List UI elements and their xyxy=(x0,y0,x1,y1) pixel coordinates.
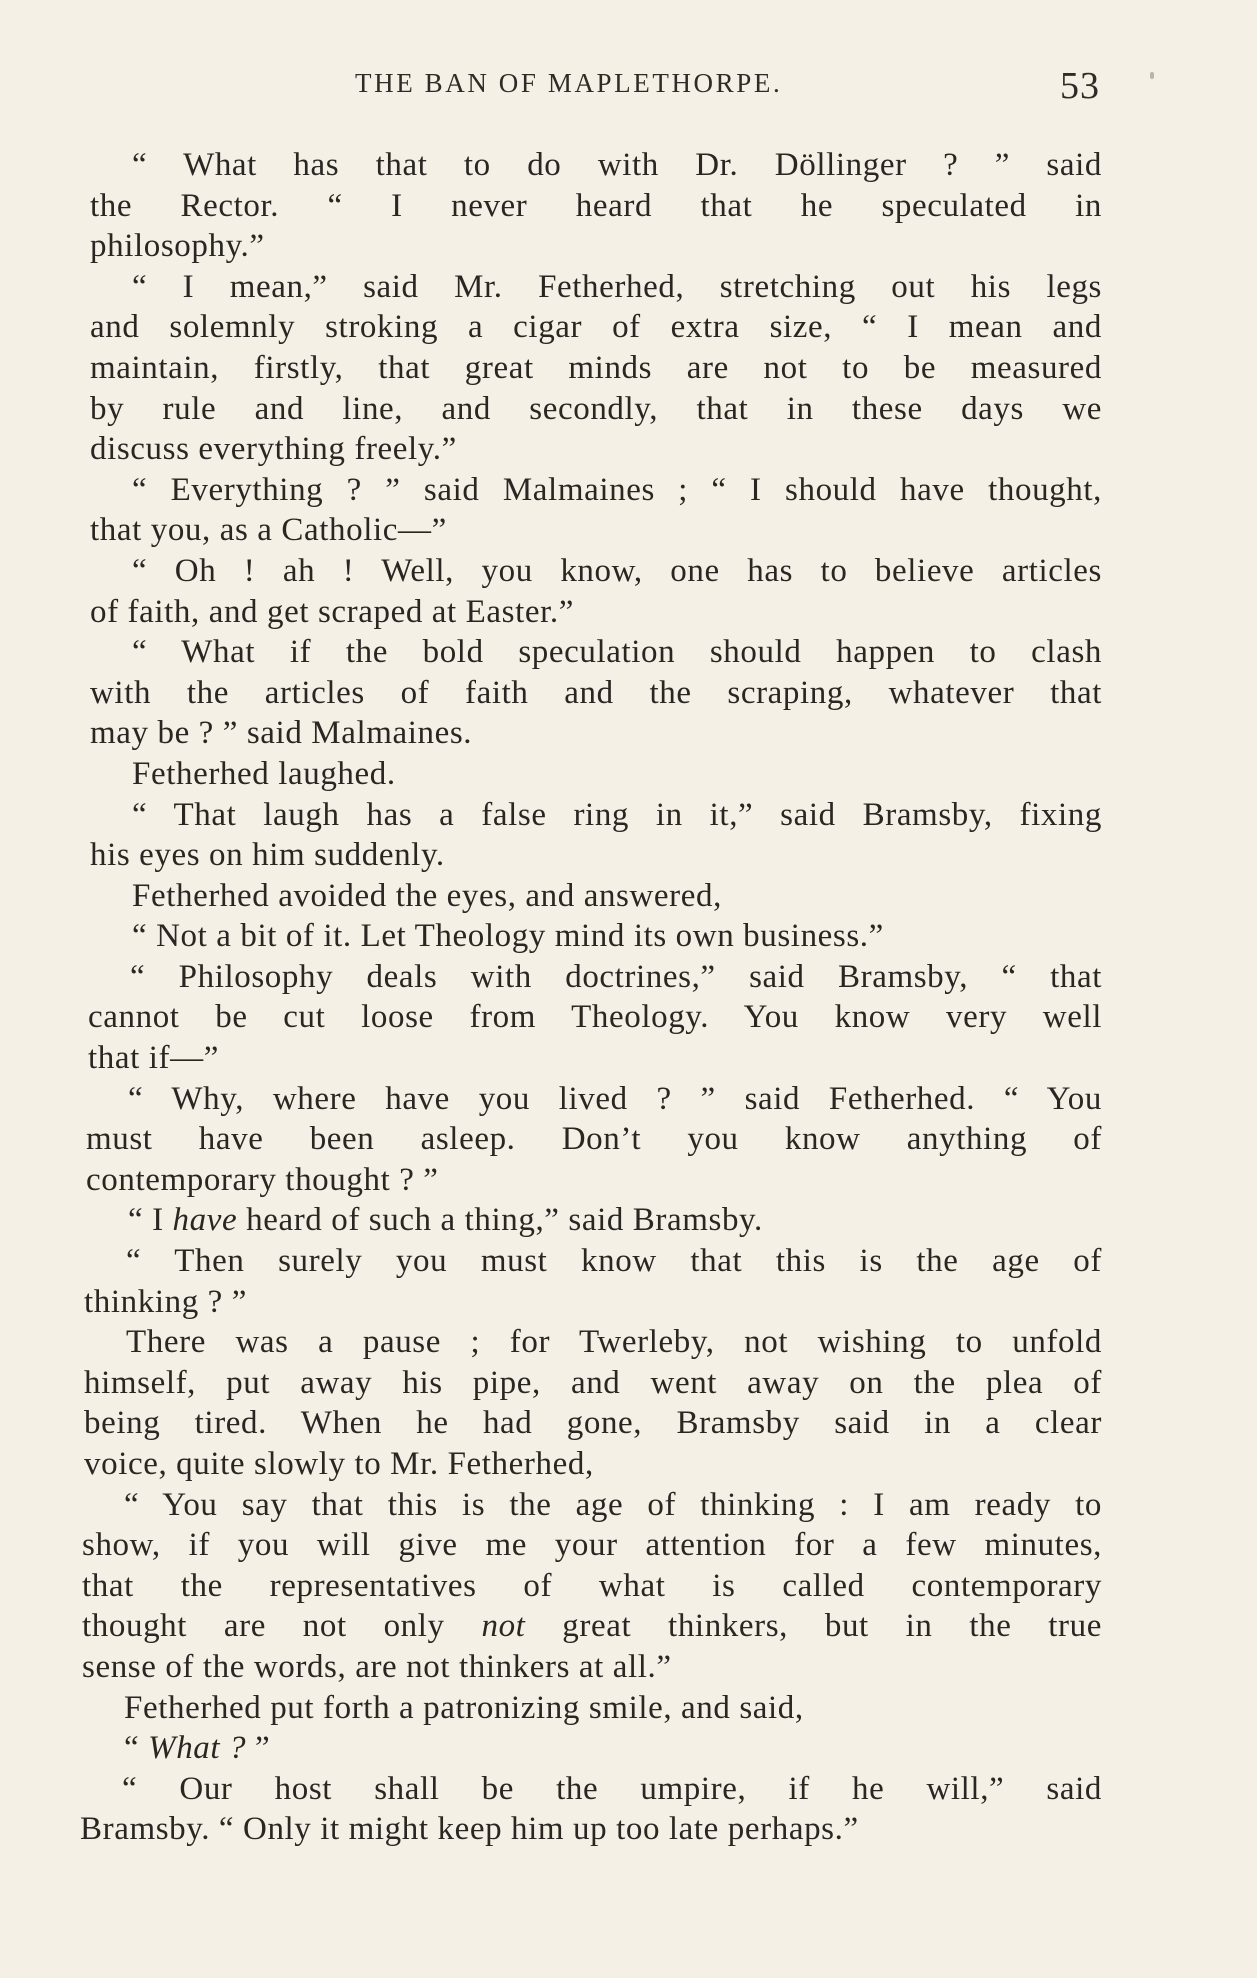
text-line: “ That laugh has a false ring in it,” said Bramsby, fixing xyxy=(132,796,1102,833)
text-line: “ What if the bold speculation should happen to clash xyxy=(132,634,1102,671)
text-line: thinking ? ” xyxy=(84,1283,247,1320)
text-line: “ I mean,” said Mr. Fetherhed, stretching out his legs xyxy=(132,268,1102,305)
text-line: cannot be cut loose from Theology. You know very well xyxy=(88,999,1102,1036)
text-line: “ Not a bit of it. Let Theology mind its own business.” xyxy=(132,918,884,955)
text-line: being tired. When he had gone, Bramsby said in a clear xyxy=(84,1405,1102,1442)
page-number: 53 xyxy=(1060,65,1100,107)
text-line: Bramsby. “ Only it might keep him up too late perhaps.” xyxy=(80,1811,859,1848)
text-line: There was a pause ; for Twerleby, not wishing to unfold xyxy=(126,1324,1102,1361)
text-line: that the representatives of what is called contemporary xyxy=(82,1567,1102,1604)
text-line: thought are not only not great thinkers, but in the true xyxy=(82,1608,1102,1645)
text-line: that if—” xyxy=(88,1040,219,1077)
body-text xyxy=(80,145,1102,1850)
text-line: may be ? ” said Malmaines. xyxy=(90,715,473,752)
text-line: of faith, and get scraped at Easter.” xyxy=(90,593,574,630)
text-line: the Rector. “ I never heard that he speculated in xyxy=(90,187,1102,224)
text-line: show, if you will give me your attention for a few minutes, xyxy=(82,1527,1102,1564)
text-line: by rule and line, and secondly, that in these days we xyxy=(90,390,1102,427)
margin-speck xyxy=(1150,72,1154,79)
text-line: that you, as a Catholic—” xyxy=(90,512,447,549)
text-line: “ Oh ! ah ! Well, you know, one has to believe articles xyxy=(132,552,1102,589)
text-line: “ Then surely you must know that this is the age of xyxy=(126,1243,1102,1280)
text-line: “ Why, where have you lived ? ” said Fetherhed. “ You xyxy=(128,1080,1102,1117)
text-line: philosophy.” xyxy=(90,228,265,265)
text-line: his eyes on him suddenly. xyxy=(90,837,445,874)
text-line: “ What ? ” xyxy=(124,1730,271,1767)
text-line: Fetherhed laughed. xyxy=(132,755,396,792)
page-header xyxy=(0,58,1257,108)
text-line: Fetherhed put forth a patronizing smile, and said, xyxy=(124,1689,804,1726)
text-line: Fetherhed avoided the eyes, and answered, xyxy=(132,877,722,914)
text-line: “ Philosophy deals with doctrines,” said Bramsby, “ that xyxy=(130,958,1102,995)
text-line: and solemnly stroking a cigar of extra size, “ I mean and xyxy=(90,309,1102,346)
text-line: “ Our host shall be the umpire, if he will,” said xyxy=(122,1770,1102,1807)
text-line: “ I have heard of such a thing,” said Bramsby. xyxy=(128,1202,763,1239)
text-line: sense of the words, are not thinkers at all.” xyxy=(82,1648,672,1685)
text-line: “ Everything ? ” said Malmaines ; “ I should have thought, xyxy=(132,471,1102,508)
text-line: must have been asleep. Don’t you know anything of xyxy=(86,1121,1102,1158)
text-line: “ What has that to do with Dr. Döllinger ? ” said xyxy=(132,147,1102,183)
text-line: discuss everything freely.” xyxy=(90,431,457,468)
text-line: contemporary thought ? ” xyxy=(86,1161,439,1198)
text-line: with the articles of faith and the scraping, whatever that xyxy=(90,674,1102,711)
text-line: voice, quite slowly to Mr. Fetherhed, xyxy=(84,1446,594,1482)
text-line: maintain, firstly, that great minds are not to be measured xyxy=(90,349,1102,386)
text-line: himself, put away his pipe, and went away on the plea of xyxy=(84,1364,1102,1401)
running-head: THE BAN OF MAPLETHORPE. xyxy=(355,68,783,98)
text-line: “ You say that this is the age of thinking : I am ready to xyxy=(124,1486,1102,1523)
